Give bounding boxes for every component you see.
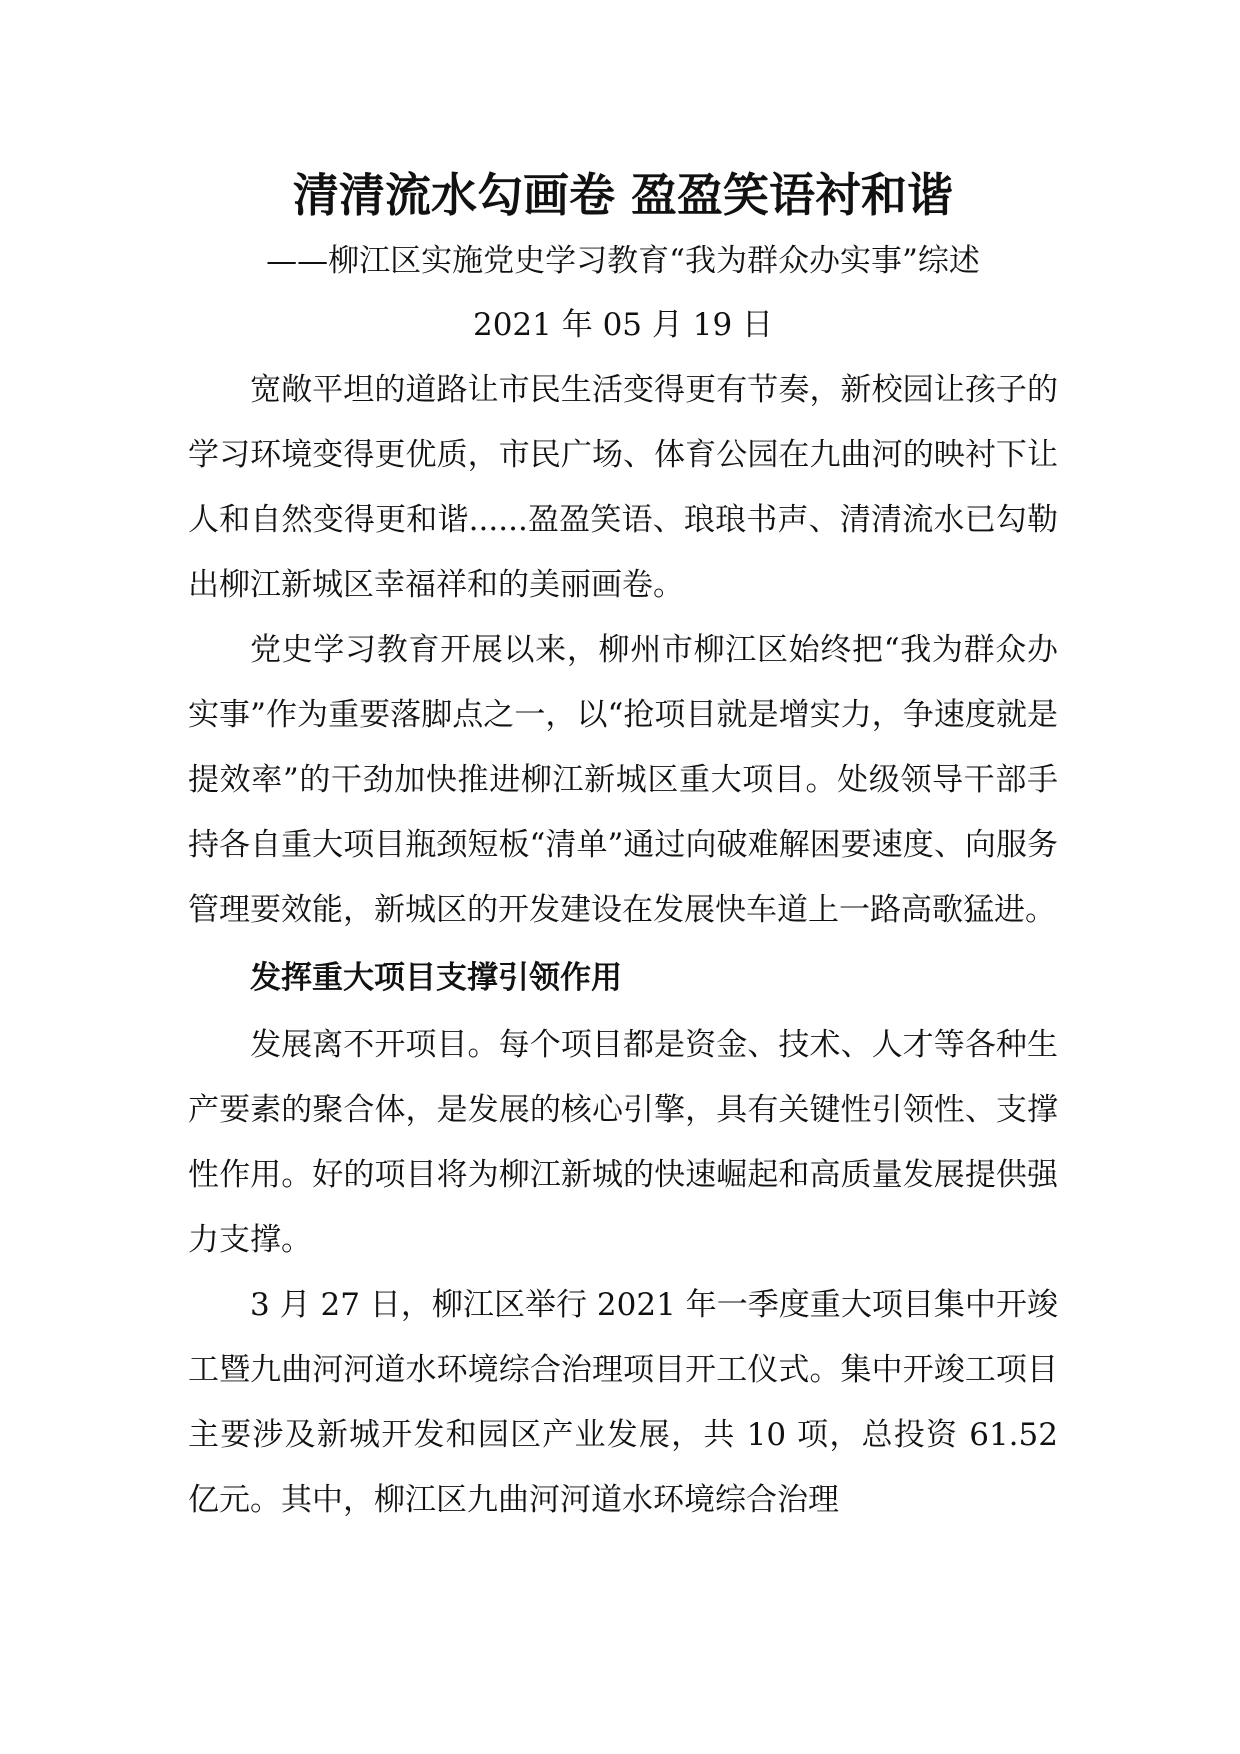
document-date: 2021 年 05 月 19 日 [472,307,774,343]
document-page [188,160,1058,1533]
body-paragraph: 宽敞平坦的道路让市民生活变得更有节奏，新校园让孩子的学习环境变得更优质，市民广场、体育公园在九曲河的映衬下让人和自然变得更和谐......盈盈笑语、琅琅书声、清清流水已勾勒出柳江新城区幸福祥和的美丽画卷。 [188,372,1058,603]
section-heading: 发挥重大项目支撑引领作用 [250,960,622,996]
body-paragraph: 3 月 27 日，柳江区举行 2021 年一季度重大项目集中开竣工暨九曲河河道水环境综合治理项目开工仪式。集中开竣工项目主要涉及新城开发和园区产业发展，共 10 项，总投资 61.52 亿元。其中，柳江区九曲河河道水环境综合治理 [188,1287,1058,1518]
document-title: 清清流水勾画卷 盈盈笑语衬和谐 [292,168,953,222]
body-paragraph: 党史学习教育开展以来，柳州市柳江区始终把“我为群众办实事”作为重要落脚点之一，以“抢项目就是增实力，争速度就是提效率”的干劲加快推进柳江新城区重大项目。处级领导干部手持各自重大项目瓶颈短板“清单”通过向破难解困要速度、向服务管理要效能，新城区的开发建设在发展快车道上一路高歌猛进。 [188,632,1058,928]
document-subtitle: ——柳江区实施党史学习教育“我为群众办实事”综述 [266,243,980,279]
body-paragraph: 发展离不开项目。每个项目都是资金、技术、人才等各种生产要素的聚合体，是发展的核心引擎，具有关键性引领性、支撑性作用。好的项目将为柳江新城的快速崛起和高质量发展提供强力支撑。 [188,1027,1058,1258]
